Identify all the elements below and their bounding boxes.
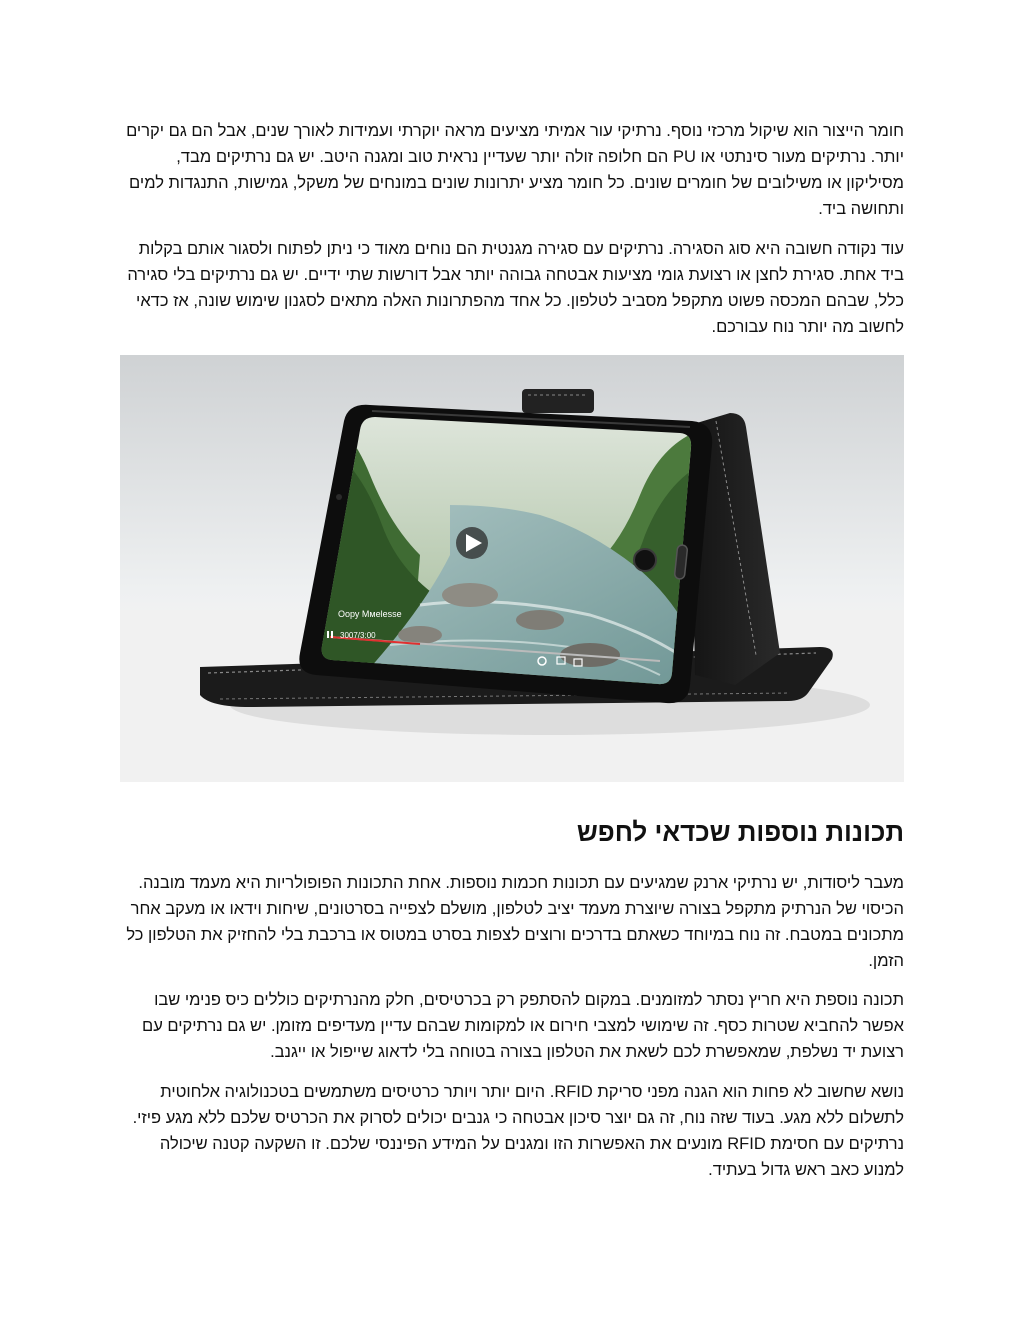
play-button[interactable]: [456, 527, 488, 559]
home-button[interactable]: [634, 549, 656, 571]
product-photo: [120, 355, 904, 782]
article-paragraph: מעבר ליסודות, יש נרתיקי ארנק שמגיעים עם תכונות חכמות נוספות. אחת התכונות הפופולריות היא מעמד מובנה. הכיסוי של הנרתיק מתקפל בצורה שיוצרת מעמד יציב לטלפון, מושלם לצפייה בסרטונים, שיחות וידאו או מעקב אחר מתכונים במטבח. זה נוח במיוחד כשאתם בדרכים ורוצים לצפות בסרט במטוס או ברכבת בלי להחזיק את הטלפון כל הזמן.: [126, 874, 904, 970]
article-paragraph: נושא שחשוב לא פחות הוא הגנה מפני סריקת RFID. היום יותר ויותר כרטיסים משתמשים בטכנולוגיה אלחוטית לתשלום ללא מגע. בעוד שזה נוח, זה גם יוצר סיכון אבטחה כי גנבים יכולים לסרוק את הכרטיס שלכם ללא מגע פיזי. נרתיקים עם חסימת RFID מונעים את האפשרות הזו ומגנים על המידע הפיננסי שלכם. זו השקעה קטנה שיכולה למנוע כאב ראש גדול בעתיד.: [132, 1083, 904, 1179]
section-heading: תכונות נוספות שכדאי לחפש: [576, 817, 904, 847]
article-paragraph: חומר הייצור הוא שיקול מרכזי נוסף. נרתיקי עור אמיתי מציעים מראה יוקרתי ועמידות לאורך שנים, אבל הם גם יקרים יותר. נרתיקים מעור סינתטי או PU הם חלופה זולה יותר שעדיין נראית טוב ומגנה היטב. יש גם נרתיקים מבד, מסיליקון או משילובים של חומרים שונים. כל חומר מציע יתרונות שונים במונחים של משקל, גמישות, התנגדות למים ותחושה ביד.: [126, 122, 904, 218]
front-camera: [336, 494, 342, 500]
video-time: 3007/3:00: [340, 631, 376, 640]
wallet-case-illustration: [120, 355, 904, 782]
case-strap-tab: [522, 389, 594, 413]
article-paragraph: עוד נקודה חשובה היא סוג הסגירה. נרתיקים עם סגירה מגנטית הם נוחים מאוד כי ניתן לפתוח ולסגור אותם בקלות ביד אחת. סגירת לחצן או רצועת גומי מציעות אבטחה גבוהה יותר אבל דורשות שתי ידיים. יש גם נרתיקים בלי סגירה כלל, שבהם המכסה פשוט מתקפל מסביב לטלפון. כל אחד מהפתרונות האלה מתאים לסגנון שימוש שונה, אז כדאי לחשוב מה יותר נוח עבורכם.: [127, 240, 904, 336]
article-paragraph: תכונה נוספת היא חריץ נסתר למזומנים. במקום להסתפק רק בכרטיסים, חלק מהנרתיקים כוללים כיס פנימי שבו אפשר להחביא שטרות כסף. זה שימושי למצבי חירום או למקומות שבהם עדיין מעדיפים מזומן. יש גם נרתיקים עם רצועת יד נשלפת, שמאפשרת לכם לשאת את הטלפון בצורה בטוחה בלי לדאוג שייפול או ייגנב.: [142, 991, 904, 1061]
video-title: Оору Ммеlesse: [338, 609, 402, 619]
